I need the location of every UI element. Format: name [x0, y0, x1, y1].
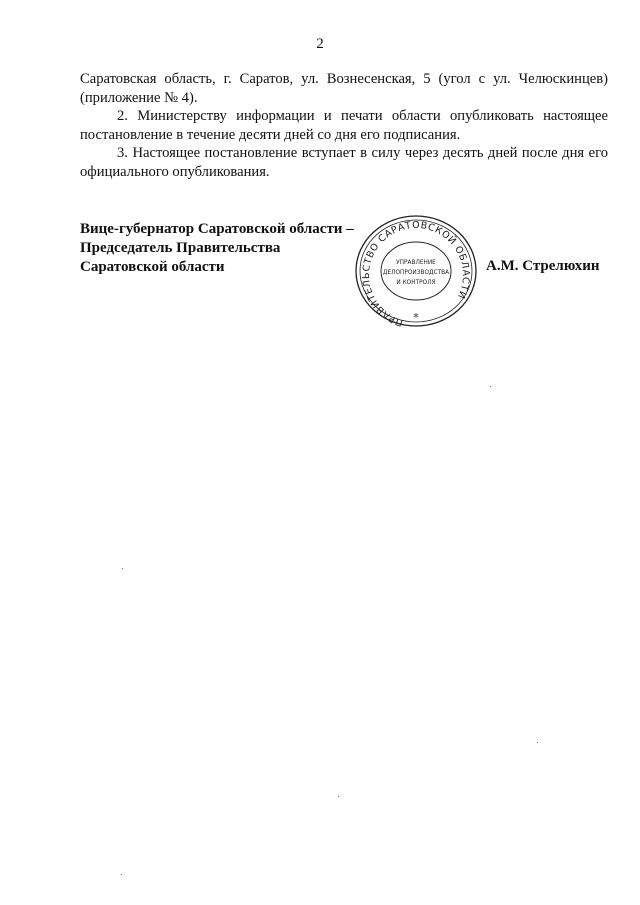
signatory-title-line: Председатель Правительства [80, 240, 281, 256]
scan-speck [338, 796, 339, 797]
scan-speck [122, 568, 123, 569]
signatory-title-line: Вице-губернатор Саратовской области – [80, 221, 354, 237]
signatory-title [80, 220, 354, 277]
page-number: 2 [316, 36, 324, 52]
document-body [80, 70, 608, 181]
paragraph-item-2: 2. Министерству информации и печати области опубликовать настоящее постановление в течение десяти дней со дня его подписания. [80, 108, 608, 143]
scan-speck [490, 386, 491, 387]
paragraph-item-3: 3. Настоящее постановление вступает в силу через десять дней после дня его официального опубликования. [80, 145, 608, 180]
seal-inner-line: ДЕЛОПРОИЗВОДСТВА [382, 270, 450, 276]
official-seal [352, 212, 480, 330]
seal-inner-line: УПРАВЛЕНИЕ [396, 260, 436, 266]
signatory-title-line: Саратовской области [80, 259, 225, 275]
scan-speck [537, 742, 538, 743]
seal-inner-line: И КОНТРОЛЯ [396, 280, 436, 286]
signer-name: А.М. Стрелюхин [486, 258, 600, 274]
seal-star-icon: * [413, 311, 419, 324]
paragraph-continuation: Саратовская область, г. Саратов, ул. Вознесенская, 5 (угол с ул. Челюскинцев) (приложение № 4). [80, 71, 608, 106]
scan-speck [121, 874, 122, 875]
seal-outer-text: ПРАВИТЕЛЬСТВО САРАТОВСКОЙ ОБЛАСТИ [360, 220, 472, 328]
